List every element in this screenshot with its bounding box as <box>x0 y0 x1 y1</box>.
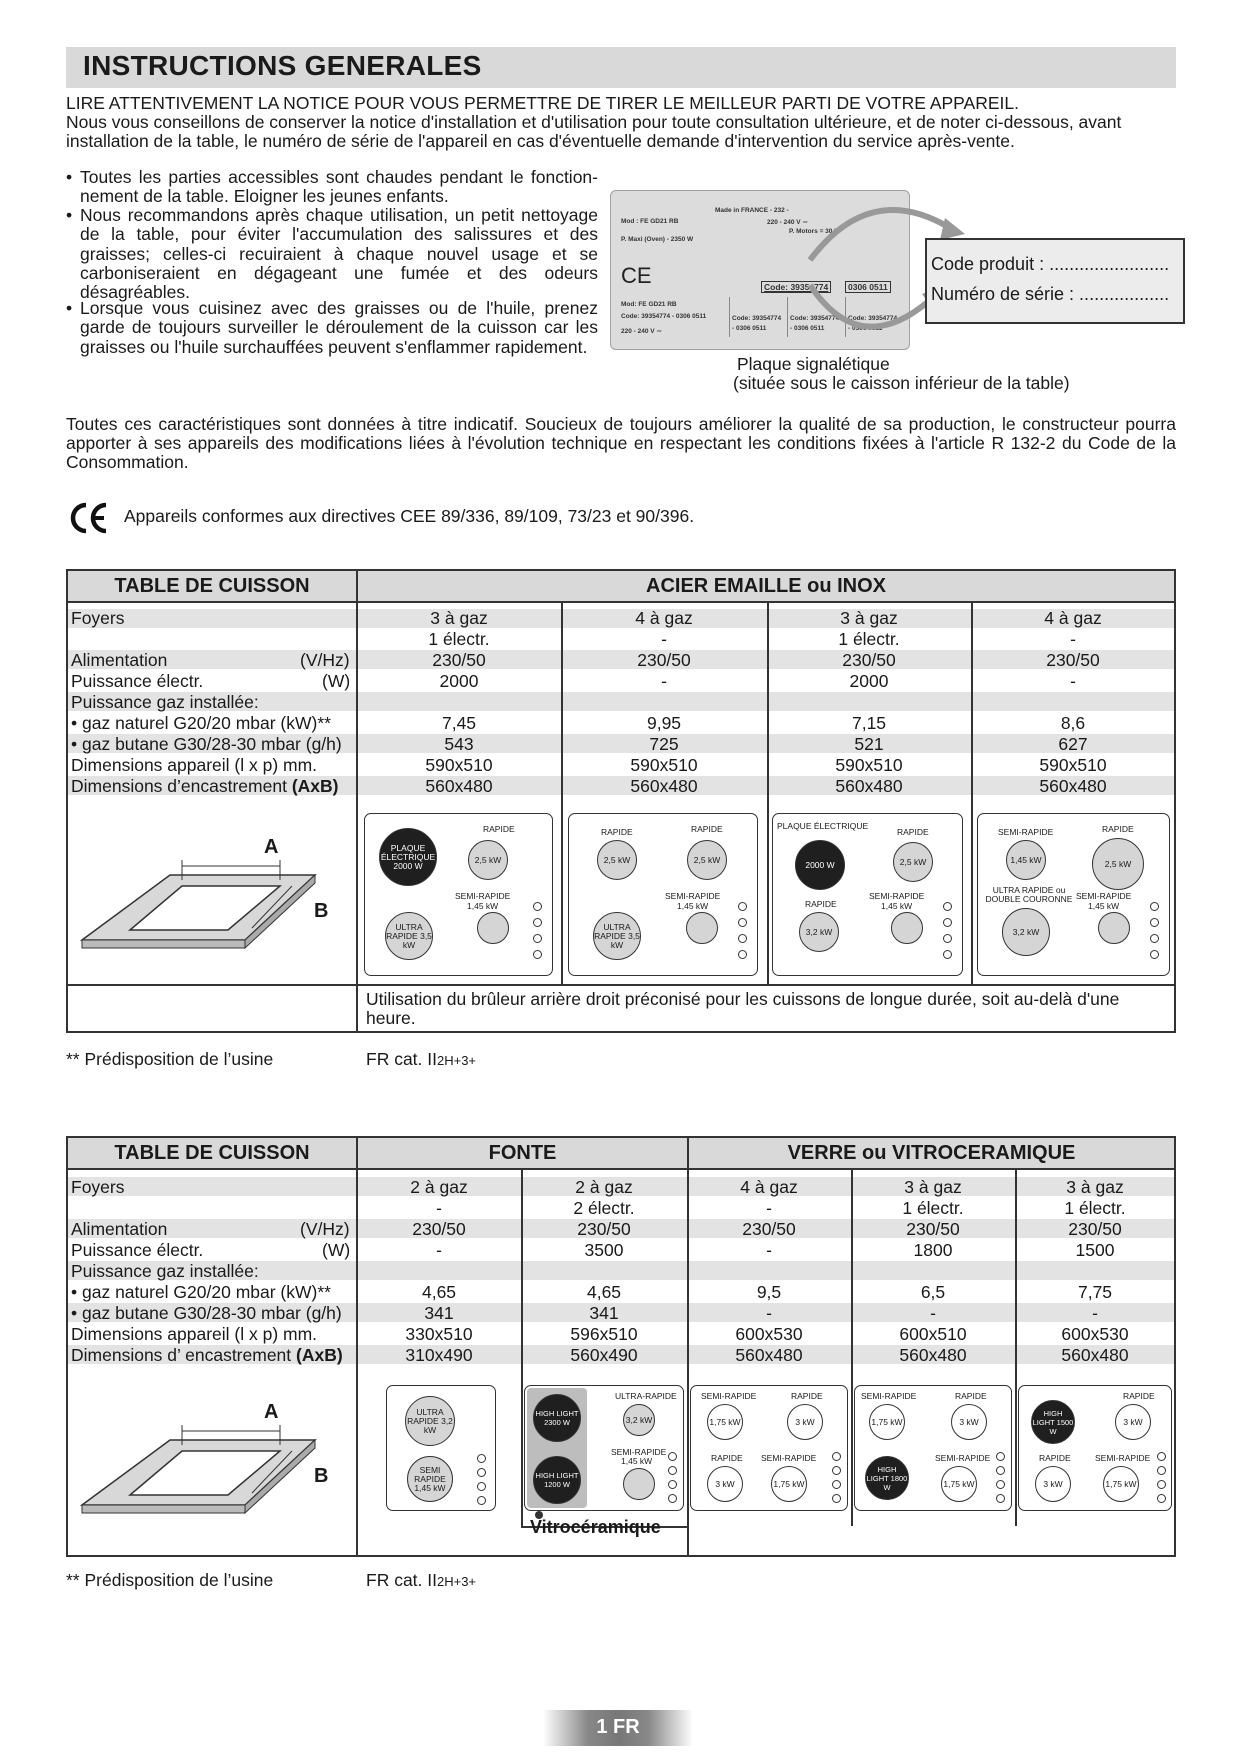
t1-cutout-diagram <box>70 820 350 970</box>
burner-semi-2: 1,75 kW <box>771 1466 807 1502</box>
bullet-3: • Lorsque vous cuisinez avec des graisses ou de l'huile, prenez garde de toujours surveiller le déroulement de la cuisson car les graisses ou l'huile surchauffées peuvent s'enflammer rapidement. <box>66 298 598 357</box>
t1-col3-alim: 230/50 <box>842 650 896 670</box>
t1-hob-diagram-3 <box>772 813 963 976</box>
intro-line-3: installation de la table, le numéro de série de l'appareil en cas d'éventuelle demande d'intervention du service après-vente. <box>66 131 1015 151</box>
t1-col3-enc: 560x480 <box>835 776 903 796</box>
t1-col1-g20: 7,45 <box>441 713 477 733</box>
t1-col2-alim: 230/50 <box>637 650 691 670</box>
label-rapide-2: RAPIDE <box>711 1453 743 1463</box>
plaque-electrique: PLAQUE ÉLECTRIQUE 2000 W <box>379 828 437 886</box>
label-rapide-2: RAPIDE <box>805 899 837 909</box>
title-bar <box>66 47 1176 88</box>
label-rapide: RAPIDE <box>955 1391 987 1401</box>
t2-label-gaz: Puissance gaz installée: <box>71 1261 259 1281</box>
t1-col1-enc: 560x480 <box>425 776 493 796</box>
t2-col3-alim: 230/50 <box>742 1219 796 1239</box>
t2-label-enc: Dimensions d’ encastrement (AxB) <box>71 1345 343 1365</box>
burner-semi: 1,75 kW <box>1103 1466 1139 1502</box>
t1-col4-g20: 8,6 <box>1060 713 1086 733</box>
t2-col2-elec: 3500 <box>584 1240 624 1260</box>
label-rapide: RAPIDE <box>791 1391 823 1401</box>
t1-col3-foyers2: 1 électr. <box>838 629 900 649</box>
t2-col4-enc: 560x480 <box>899 1345 967 1365</box>
t2-col5-elec: 1500 <box>1075 1240 1115 1260</box>
t2-col4-alim: 230/50 <box>906 1219 960 1239</box>
t1-col2-dims: 590x510 <box>630 755 698 775</box>
plate-pmaxi: P. Maxi (Oven) - 2350 W <box>621 236 694 243</box>
t2-col5-foyers1: 3 à gaz <box>1066 1177 1124 1197</box>
burner-ultra: ULTRA RAPIDE 3,5 kW <box>385 912 433 960</box>
t2-unit-elec: (W) <box>322 1240 351 1260</box>
label-semi-kw: 1,45 kW <box>467 901 499 911</box>
burner-rapide-1: 2,5 kW <box>597 840 637 880</box>
label-semi: SEMI-RAPIDE <box>861 1391 917 1401</box>
t2-col2-alim: 230/50 <box>577 1219 631 1239</box>
t2-col4-foyers2: 1 électr. <box>902 1198 964 1218</box>
t2-col4-g30: - <box>930 1303 936 1323</box>
label-semi-kw: 1,45 kW <box>881 901 913 911</box>
plate-code: Code: 39354774 <box>761 281 831 293</box>
t2-label-foyers: Foyers <box>71 1177 125 1197</box>
t2-col1-dims: 330x510 <box>405 1324 473 1344</box>
table2-header-left: TABLE DE CUISSON <box>66 1136 358 1170</box>
t2-col2-g30: 341 <box>589 1303 619 1323</box>
t2-col5-enc: 560x480 <box>1061 1345 1129 1365</box>
t1-unit-alim: (V/Hz) <box>300 650 350 670</box>
table1-header-right: ACIER EMAILLE ou INOX <box>356 569 1176 603</box>
label-semi-2: SEMI-RAPIDE <box>1076 891 1132 901</box>
table2-header-mid: FONTE <box>356 1136 689 1170</box>
label-semi-kw: 1,45 kW <box>621 1456 653 1466</box>
t1-col2-g20: 9,95 <box>646 713 682 733</box>
t2-col3-elec: - <box>766 1240 772 1260</box>
label-rapide-1: RAPIDE <box>601 827 633 837</box>
plate-caption-1: Plaque signalétique <box>737 354 890 374</box>
label-semi-kw: 1,45 kW <box>677 901 709 911</box>
cat-2: FR cat. II2H+3+ <box>366 1570 477 1590</box>
label-semi-2: SEMI-RAPIDE <box>935 1453 991 1463</box>
burner-rapide: 2,5 kW <box>468 840 508 880</box>
label-semi: SEMI-RAPIDE <box>665 891 721 901</box>
high-light: HIGH LIGHT 1500 W <box>1031 1400 1075 1444</box>
t1-col1-dims: 590x510 <box>425 755 493 775</box>
burner-semi: 1,75 kW <box>869 1404 905 1440</box>
burner-semi <box>686 912 718 944</box>
t1-col4-g30: 627 <box>1058 734 1088 754</box>
burner-semi <box>477 912 509 944</box>
intro-line-1: LIRE ATTENTIVEMENT LA NOTICE POUR VOUS PERMETTRE DE TIRER LE MEILLEUR PARTI DE VOTRE APPAREIL. <box>66 93 1019 113</box>
t1-col2-foyers1: 4 à gaz <box>635 608 693 628</box>
t1-label-elec: Puissance électr. <box>71 671 204 691</box>
plate-mod: Mod : FE GD21 RB <box>621 218 679 225</box>
footnote-2: ** Prédisposition de l’usine <box>66 1570 274 1590</box>
code-produit: Code produit : ........................ <box>931 254 1170 274</box>
t1-col2-elec: - <box>661 671 667 691</box>
t1-col3-g30: 521 <box>854 734 884 754</box>
t2-col2-g20: 4,65 <box>586 1282 622 1302</box>
label-semi: SEMI-RAPIDE <box>998 827 1054 837</box>
high-light: HIGH LIGHT 1800 W <box>865 1456 909 1500</box>
plate-stub2-serial: - 0306 0511 <box>790 325 825 332</box>
table2-header-right: VERRE ou VITROCERAMIQUE <box>687 1136 1176 1170</box>
t1-col4-foyers1: 4 à gaz <box>1044 608 1102 628</box>
burner-ultra: ULTRA RAPIDE 3,5 kW <box>593 912 641 960</box>
conformity-text: Appareils conformes aux directives CEE 89/336, 89/109, 73/23 et 90/396. <box>124 506 695 526</box>
t1-col1-foyers2: 1 électr. <box>428 629 490 649</box>
ce-mark-icon <box>70 502 110 534</box>
t2-col2-foyers2: 2 électr. <box>573 1198 635 1218</box>
t2-label-alim: Alimentation <box>71 1219 168 1239</box>
cat-1: FR cat. II2H+3+ <box>366 1049 477 1069</box>
t1-label-foyers: Foyers <box>71 608 125 628</box>
t2-hob-diagram-2 <box>524 1385 684 1511</box>
t2-col3-g30: - <box>766 1303 772 1323</box>
label-semi: SEMI-RAPIDE <box>611 1447 667 1457</box>
t2-col1-alim: 230/50 <box>412 1219 466 1239</box>
t1-col4-dims: 590x510 <box>1039 755 1107 775</box>
burner-rapide: 2,5 kW <box>1092 838 1144 890</box>
t1-col4-enc: 560x480 <box>1039 776 1107 796</box>
bullet-1: • Toutes les parties accessibles sont chaudes pendant le fonctionnement de la table. Eloigner les jeunes enfants. <box>66 167 598 207</box>
t2-hob-diagram-1 <box>386 1385 496 1511</box>
t2-col3-foyers2: - <box>766 1198 772 1218</box>
label-semi: SEMI-RAPIDE <box>1095 1453 1151 1463</box>
intro-line-2: Nous vous conseillons de conserver la notice d'installation et d'utilisation pour toute consultation ultérieure, et de noter ci-dessous, avant <box>66 112 1122 132</box>
plate-stub1-code: Code: 39354774 <box>732 315 782 322</box>
t2-col1-elec: - <box>436 1240 442 1260</box>
plate-volt2: 220 - 240 V ∼ <box>621 328 662 335</box>
label-ultra: ULTRA RAPIDE ou DOUBLE COURONNE <box>985 885 1073 904</box>
plate-stub3-code: Code: 39354774 <box>848 315 898 322</box>
label-plaque: PLAQUE ÉLECTRIQUE <box>777 821 869 831</box>
t2-hob-diagram-5 <box>1018 1385 1172 1511</box>
burner-rapide-2: 3,2 kW <box>799 912 839 952</box>
disclaimer: Toutes ces caractéristiques sont données à titre indicatif. Soucieux de toujours améliorer la qualité de sa production, le constructeur pourra apporter à ses appareils des modifications liées à l'évolution technique en respectant les conditions fixées à l'article R 132-2 du Code de la Consommation. <box>66 414 1176 472</box>
t2-col2-dims: 596x510 <box>570 1324 638 1344</box>
t1-col4-elec: - <box>1070 671 1076 691</box>
t2-unit-alim: (V/Hz) <box>300 1219 350 1239</box>
t2-col3-foyers1: 4 à gaz <box>740 1177 798 1197</box>
burner-rapide: 3 kW <box>1115 1404 1151 1440</box>
burner-ultra: 3,2 kW <box>1002 908 1050 956</box>
t2-col4-g20: 6,5 <box>920 1282 946 1302</box>
t1-label-dims: Dimensions appareil (l x p) mm. <box>71 755 318 775</box>
t1-hob-diagram-4 <box>977 813 1170 976</box>
t2-col1-enc: 310x490 <box>405 1345 473 1365</box>
burner-semi: SEMI RAPIDE 1,45 kW <box>407 1456 453 1502</box>
plate-stub2-code: Code: 39354774 <box>790 315 840 322</box>
label-rapide-2: RAPIDE <box>1039 1453 1071 1463</box>
t1-dim-a: A <box>264 836 279 858</box>
t2-col1-g20: 4,65 <box>421 1282 457 1302</box>
plate-stub3-serial: - 0306 0511 <box>848 325 883 332</box>
burner-semi-2 <box>1098 912 1130 944</box>
plate-caption-2: (située sous le caisson inférieur de la table) <box>733 373 1070 393</box>
t2-col2-enc: 560x490 <box>570 1345 638 1365</box>
t1-label-g20: • gaz naturel G20/20 mbar (kW)** <box>71 713 331 733</box>
t2-col4-dims: 600x510 <box>899 1324 967 1344</box>
plate-ce-mark: CE <box>621 263 652 288</box>
plate-serial: 0306 0511 <box>845 281 891 293</box>
plate-code2: Code: 39354774 - 0306 0511 <box>621 313 707 320</box>
t2-label-g30: • gaz butane G30/28-30 mbar (g/h) <box>71 1303 342 1323</box>
bullet-2: • Nous recommandons après chaque utilisation, un petit nettoyage de la table, pour éviter l'accumulation des salissures et des graisses; celles-ci recuiraient à chaque nouvel usage et se carboniseraient en dégageant une fumée et des odeurs désagréables. <box>66 205 598 303</box>
table1-note: Utilisation du brûleur arrière droit préconisé pour les cuissons de longue durée, soit au-delà d'une heure. <box>366 989 1120 1028</box>
t1-label-g30: • gaz butane G30/28-30 mbar (g/h) <box>71 734 342 754</box>
t2-col5-g20: 7,75 <box>1077 1282 1113 1302</box>
burner-semi: 1,45 kW <box>1006 840 1046 880</box>
t2-col4-elec: 1800 <box>913 1240 953 1260</box>
t1-label-gaz: Puissance gaz installée: <box>71 692 259 712</box>
label-ultra: ULTRA-RAPIDE <box>615 1391 677 1401</box>
t2-col3-dims: 600x530 <box>735 1324 803 1344</box>
burner-rapide-2: 2,5 kW <box>687 840 727 880</box>
t1-col4-alim: 230/50 <box>1046 650 1100 670</box>
t1-dim-b: B <box>314 900 329 922</box>
t1-hob-diagram-2 <box>568 813 758 976</box>
high-light-1: HIGH LIGHT 2300 W <box>533 1394 581 1442</box>
burner-ultra: ULTRA RAPIDE 3,2 kW <box>405 1396 455 1446</box>
t2-col4-foyers1: 3 à gaz <box>904 1177 962 1197</box>
t2-label-elec: Puissance électr. <box>71 1240 204 1260</box>
burner-rapide: 2,5 kW <box>893 842 933 882</box>
burner-rapide: 3 kW <box>951 1404 987 1440</box>
plate-stub1-serial: - 0306 0511 <box>732 325 767 332</box>
burner-rapide: 3 kW <box>787 1404 823 1440</box>
t2-col5-dims: 600x530 <box>1061 1324 1129 1344</box>
label-semi: SEMI-RAPIDE <box>701 1391 757 1401</box>
numero-serie: Numéro de série : .................. <box>931 284 1170 304</box>
burner-ultra: 3,2 kW <box>623 1404 655 1436</box>
t1-col3-elec: 2000 <box>849 671 889 691</box>
burner-semi <box>891 912 923 944</box>
t2-col5-alim: 230/50 <box>1068 1219 1122 1239</box>
t2-col5-g30: - <box>1092 1303 1098 1323</box>
table1-header-left: TABLE DE CUISSON <box>66 569 358 603</box>
plate-voltage: 220 - 240 V ∼ <box>767 219 808 226</box>
t1-col4-foyers2: - <box>1070 629 1076 649</box>
t2-dim-b: B <box>314 1465 329 1487</box>
label-semi-2-kw: 1,45 kW <box>1088 901 1120 911</box>
label-semi: SEMI-RAPIDE <box>455 891 511 901</box>
label-rapide: RAPIDE <box>483 824 515 834</box>
t1-col2-enc: 560x480 <box>630 776 698 796</box>
label-rapide: RAPIDE <box>1102 824 1134 834</box>
t1-col3-foyers1: 3 à gaz <box>840 608 898 628</box>
label-rapide: RAPIDE <box>897 827 929 837</box>
t1-unit-elec: (W) <box>322 671 351 691</box>
t1-label-alim: Alimentation <box>71 650 168 670</box>
t2-label-g20: • gaz naturel G20/20 mbar (kW)** <box>71 1282 331 1302</box>
t1-col3-dims: 590x510 <box>835 755 903 775</box>
t1-col3-g20: 7,15 <box>851 713 887 733</box>
burner-semi <box>623 1468 655 1500</box>
t2-col3-enc: 560x480 <box>735 1345 803 1365</box>
high-light-2: HIGH LIGHT 1200 W <box>533 1456 581 1504</box>
label-semi-2: SEMI-RAPIDE <box>761 1453 817 1463</box>
page-title: INSTRUCTIONS GENERALES <box>83 50 482 81</box>
t2-col2-foyers1: 2 à gaz <box>575 1177 633 1197</box>
t2-hob-diagram-4 <box>854 1385 1012 1511</box>
plate-motors: P. Motors = 30 W <box>789 228 841 235</box>
t1-col1-g30: 543 <box>444 734 474 754</box>
t2-cutout-diagram <box>70 1385 350 1535</box>
t2-dim-a: A <box>264 1401 279 1423</box>
footnote-1: ** Prédisposition de l’usine <box>66 1049 274 1069</box>
plaque-electrique: 2000 W <box>795 840 845 890</box>
t1-col2-foyers2: - <box>661 629 667 649</box>
t1-hob-diagram-1 <box>364 813 553 976</box>
burner-rapide-2: 3 kW <box>707 1466 743 1502</box>
t1-label-enc: Dimensions d’encastrement (AxB) <box>71 776 339 796</box>
plate-made-in: Made in FRANCE - 232 - <box>715 207 789 214</box>
t2-hob-diagram-3 <box>690 1385 848 1511</box>
burner-semi: 1,75 kW <box>707 1404 743 1440</box>
t2-col5-foyers2: 1 électr. <box>1064 1198 1126 1218</box>
t2-col1-foyers1: 2 à gaz <box>410 1177 468 1197</box>
t1-col1-alim: 230/50 <box>432 650 486 670</box>
t1-col1-foyers1: 3 à gaz <box>430 608 488 628</box>
t1-col1-elec: 2000 <box>439 671 479 691</box>
t2-col1-g30: 341 <box>424 1303 454 1323</box>
burner-rapide-2: 3 kW <box>1035 1466 1071 1502</box>
code-box <box>925 238 1185 324</box>
t2-label-dims: Dimensions appareil (l x p) mm. <box>71 1324 318 1344</box>
plate-mod2: Mod: FE GD21 RB <box>621 301 677 308</box>
label-rapide-2: RAPIDE <box>691 824 723 834</box>
t2-col3-g20: 9,5 <box>756 1282 782 1302</box>
page-number: 1 FR <box>543 1710 693 1746</box>
t1-col2-g30: 725 <box>649 734 679 754</box>
label-rapide: RAPIDE <box>1123 1391 1155 1401</box>
vitro-label: Vitrocéramique <box>530 1517 661 1537</box>
burner-semi-2: 1,75 kW <box>941 1466 977 1502</box>
label-semi: SEMI-RAPIDE <box>869 891 925 901</box>
t2-col1-foyers2: - <box>436 1198 442 1218</box>
